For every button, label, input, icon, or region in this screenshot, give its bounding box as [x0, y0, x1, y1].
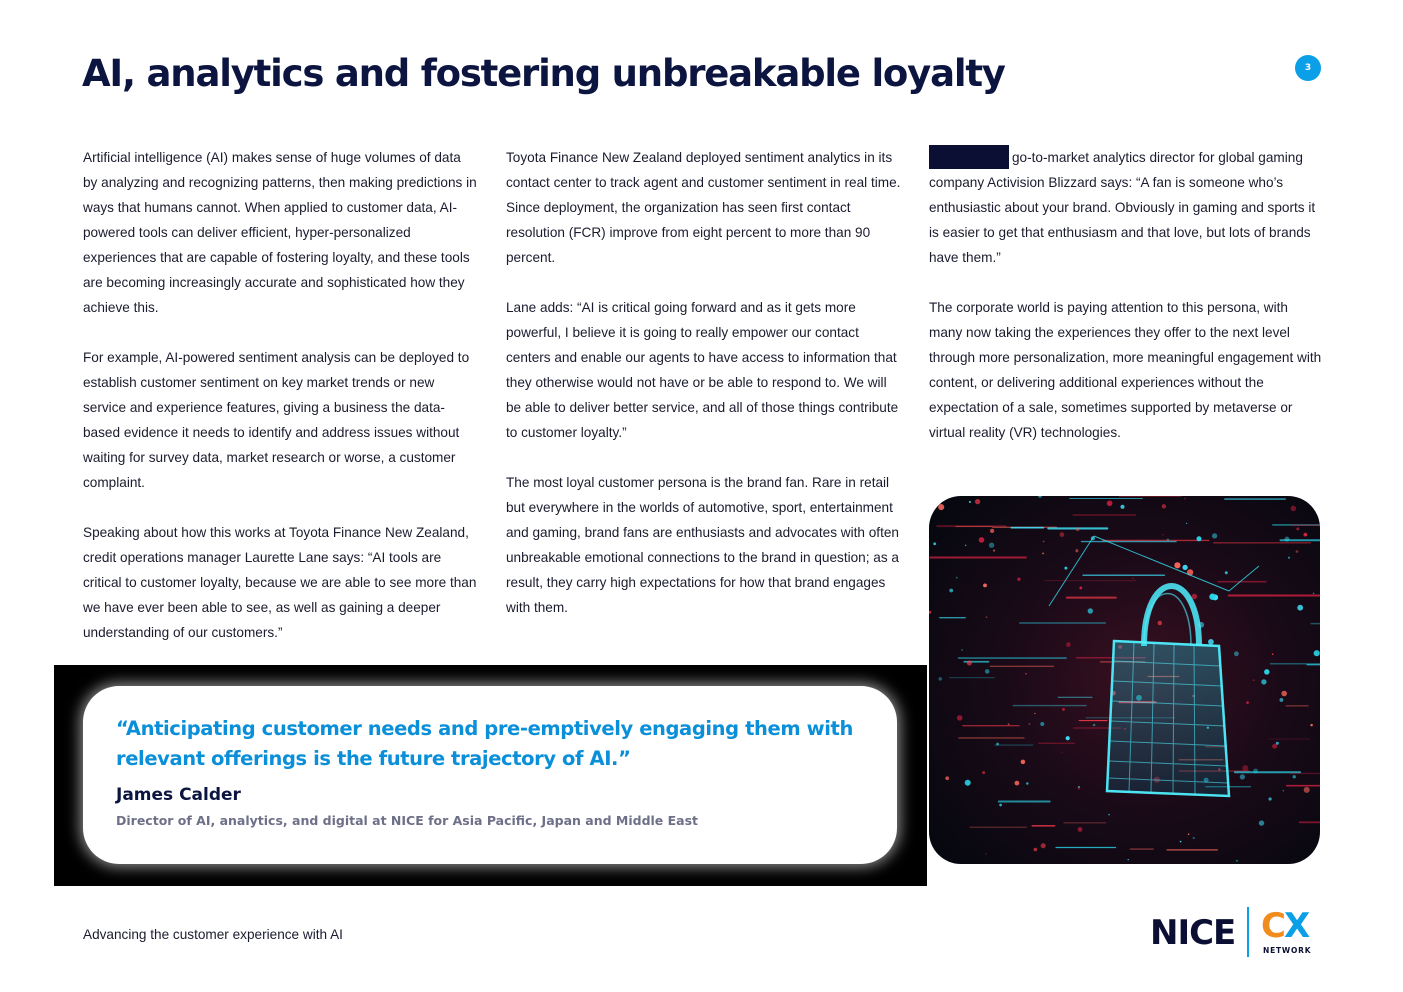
digital-shopping-bag-illustration — [929, 496, 1320, 864]
text-column-1 — [83, 145, 478, 670]
cx-logo-c: C — [1261, 906, 1284, 946]
redaction-block — [929, 145, 1009, 169]
text-column-2 — [506, 145, 901, 645]
quote-author-name: James Calder — [116, 785, 241, 805]
cx-logo-x: X — [1283, 906, 1309, 946]
paragraph: The corporate world is paying attention to this persona, with many now taking the experiences they offer to the next level through more personalization, more meaningful engagement with content, or delivering additional experiences without the expectation of a sale, sometimes supported by metaverse or virtual reality (VR) technologies. — [929, 300, 1322, 440]
quote-author-role: Director of AI, analytics, and digital at NICE for Asia Pacific, Japan and Middle East — [116, 813, 699, 828]
paragraph: Toyota Finance New Zealand deployed sentiment analytics in its contact center to track agent and customer sentiment in real time. Since deployment, the organization has seen first contact resolution (FCR) improve from eight percent to more than 90 percent. — [506, 150, 901, 265]
pull-quote-text: “Anticipating customer needs and pre-emptively engaging them with relevant offerings is the future trajectory of AI.” — [116, 717, 853, 770]
text-column-3 — [929, 145, 1324, 470]
paragraph — [929, 145, 1324, 270]
digital-shopping-bag-image — [929, 496, 1320, 864]
paragraph: For example, AI-powered sentiment analysis can be deployed to establish customer sentiment on key market trends or new service and experience features, giving a business the data-based evidence it needs to identify and address issues without waiting for survey data, market research or worse, a customer complaint. — [83, 350, 470, 490]
footer-text: Advancing the customer experience with AI — [83, 927, 343, 942]
paragraph-text: go-to-market analytics director for global gaming company Activision Blizzard says: “A fan is someone who’s enthusiastic about your brand. Obviously in gaming and sports it is easier to get that enthusiasm and that love, but lots of brands have them.” — [929, 150, 1316, 265]
quote-card — [83, 686, 897, 864]
paragraph: Artificial intelligence (AI) makes sense of huge volumes of data by analyzing and recognizing patterns, then making predictions in ways that humans cannot. When applied to customer data, AI-powered tools can deliver efficient, hyper-personalized experiences that are capable of fostering loyalty, and these tools are becoming increasingly accurate and sophisticated how they achieve this. — [83, 150, 477, 315]
paragraph: Speaking about how this works at Toyota Finance New Zealand, credit operations manager Laurette Lane says: “AI tools are critical to customer loyalty, because we are able to see more than we have ever been able to see, as well as gaining a deeper understanding of our customers.” — [83, 525, 477, 640]
nice-logo: NICE — [1150, 913, 1236, 953]
paragraph: Lane adds: “AI is critical going forward and as it gets more powerful, I believe it is going to really empower our contact centers and enable our agents to have access to information that they otherwise would not have or be able to respond to. We will be able to deliver better service, and all of those things contribute to customer loyalty.” — [506, 300, 899, 440]
page-title: AI, analytics and fostering unbreakable loyalty — [82, 52, 1005, 95]
cx-network-logo — [1261, 906, 1308, 946]
logo-divider — [1247, 907, 1249, 957]
paragraph: The most loyal customer persona is the brand fan. Rare in retail but everywhere in the worlds of automotive, sport, entertainment and gaming, brand fans are enthusiasts and advocates with often unbreakable emotional connections to the brand in question; as a result, they carry high expectations for how that brand engages with them. — [506, 475, 899, 615]
page-number-badge: 3 — [1295, 55, 1321, 81]
cx-network-wordmark: NETWORK — [1263, 946, 1312, 955]
